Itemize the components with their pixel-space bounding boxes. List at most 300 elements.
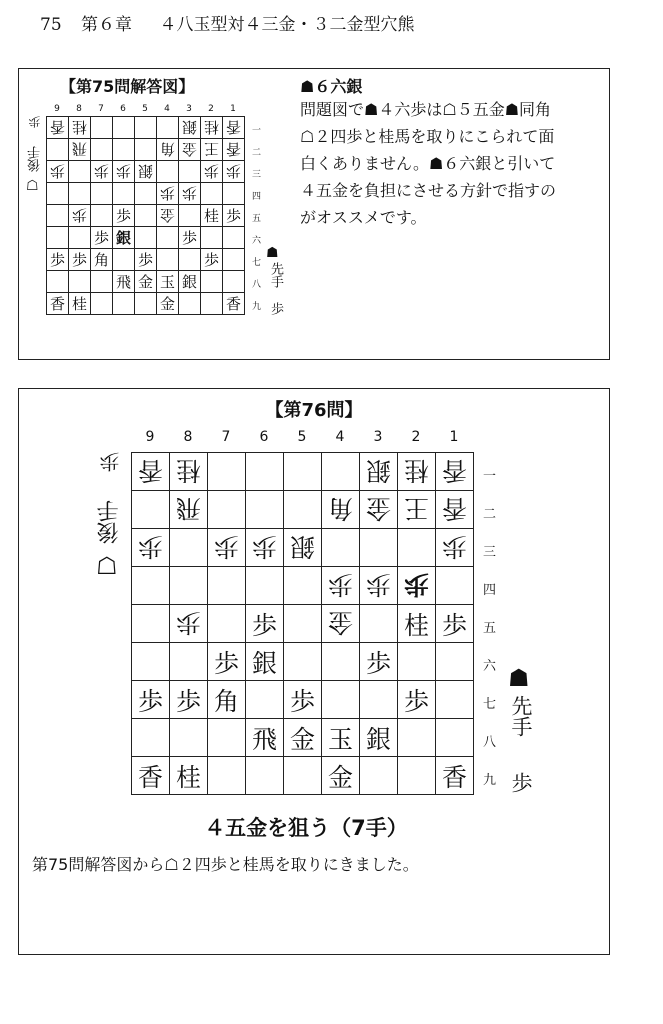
fig76-square[interactable] (360, 605, 398, 643)
fig75-square[interactable] (91, 293, 113, 315)
fig75-sente-piece: 歩 (203, 251, 219, 269)
fig75-gote-piece: 歩 (203, 162, 219, 180)
fig76-square[interactable] (132, 643, 170, 681)
fig76-board-row (132, 757, 474, 795)
fig76-gote-piece: 歩 (213, 531, 239, 561)
fig76-square[interactable] (436, 719, 474, 757)
fig76-square[interactable] (360, 529, 398, 567)
fig75-square[interactable] (135, 161, 157, 183)
fig75-square[interactable] (179, 183, 201, 205)
fig76-square[interactable] (398, 453, 436, 491)
fig75-square[interactable] (47, 293, 69, 315)
fig75-square[interactable] (223, 227, 245, 249)
row-label: 六 (252, 235, 262, 246)
fig75-square[interactable] (157, 161, 179, 183)
fig75-square[interactable] (91, 139, 113, 161)
fig75-square[interactable] (157, 139, 179, 161)
fig76-square[interactable] (284, 719, 322, 757)
fig75-sente-mark: ☗ (266, 245, 279, 261)
fig76-square[interactable] (436, 757, 474, 795)
fig76-square[interactable] (170, 491, 208, 529)
fig75-gote-piece: 香 (225, 140, 241, 158)
fig76-square[interactable] (132, 681, 170, 719)
fig75-square[interactable] (47, 205, 69, 227)
fig75-gote-piece: 角 (159, 140, 175, 158)
col-label: 9 (54, 104, 60, 114)
fig76-sente-piece: 歩 (403, 686, 429, 716)
fig76-square[interactable] (246, 719, 284, 757)
fig76-square[interactable] (322, 643, 360, 681)
fig75-square[interactable] (91, 249, 113, 271)
fig75-move-heading: ☗６六銀 (300, 77, 363, 96)
fig75-square[interactable] (135, 139, 157, 161)
fig75-gote-piece: 歩 (225, 162, 241, 180)
fig75-gote-piece: 銀 (137, 162, 153, 180)
fig76-sente-piece: 玉 (327, 724, 353, 754)
fig75-square[interactable] (201, 227, 223, 249)
fig75-square[interactable] (69, 161, 91, 183)
fig76-gote-piece: 金 (365, 493, 391, 523)
fig76-sente-piece: 角 (213, 686, 239, 716)
fig76-square[interactable] (322, 491, 360, 529)
fig75-square[interactable] (157, 249, 179, 271)
fig76-square[interactable] (208, 529, 246, 567)
fig75-gote-piece: 歩 (93, 162, 109, 180)
fig75-square[interactable] (113, 249, 135, 271)
fig76-board-row (132, 681, 474, 719)
fig75-gote-piece: 歩 (71, 206, 87, 224)
fig76-square[interactable] (322, 529, 360, 567)
row-label: 一 (252, 125, 262, 136)
fig75-square[interactable] (135, 271, 157, 293)
fig75-sente-piece: 歩 (181, 229, 197, 247)
fig76-gote-piece: 歩 (251, 531, 277, 561)
fig75-square[interactable] (201, 161, 223, 183)
fig75-square[interactable] (223, 293, 245, 315)
fig76-sente-piece: 歩 (137, 686, 163, 716)
fig76-board-row (132, 529, 474, 567)
fig76-gote-piece: 銀 (365, 455, 391, 485)
fig75-board-row (47, 117, 245, 139)
fig75-square[interactable] (157, 117, 179, 139)
fig76-gote-piece: 銀 (289, 531, 315, 561)
fig75-square[interactable] (113, 139, 135, 161)
fig75-square[interactable] (157, 271, 179, 293)
fig75-square[interactable] (223, 271, 245, 293)
col-label: 2 (411, 429, 421, 445)
fig76-square[interactable] (246, 757, 284, 795)
fig76-gote-piece: 桂 (175, 455, 201, 485)
fig75-board-row (47, 227, 245, 249)
fig75-sente-label: 先手 (268, 262, 283, 288)
fig75-square[interactable] (113, 161, 135, 183)
fig76-square[interactable] (436, 567, 474, 605)
fig76-board-row (132, 605, 474, 643)
fig76-text: 第75問解答図から☖２四歩と桂馬を取りにきました。 (32, 855, 419, 874)
row-label: 五 (483, 620, 497, 636)
fig75-sente-piece: 銀 (115, 229, 131, 247)
fig76-gote-piece: 角 (327, 493, 353, 523)
fig75-square[interactable] (47, 161, 69, 183)
fig75-gote-piece: 歩 (49, 162, 65, 180)
fig75-square[interactable] (223, 183, 245, 205)
fig76-square[interactable] (284, 605, 322, 643)
fig76-caption: ４五金を狙う（7手） (204, 816, 408, 840)
fig76-square[interactable] (132, 491, 170, 529)
fig75-square[interactable] (47, 249, 69, 271)
fig75-square[interactable] (69, 117, 91, 139)
row-label: 三 (252, 169, 262, 180)
fig76-gote-piece: 香 (137, 455, 163, 485)
fig75-explanation-line: 白くありません。☗６六銀と引いて (300, 154, 556, 173)
fig76-square[interactable] (436, 605, 474, 643)
fig75-square[interactable] (47, 139, 69, 161)
row-label: 三 (483, 544, 497, 560)
fig76-square[interactable] (208, 567, 246, 605)
fig76-sente-piece: 飛 (251, 724, 277, 754)
fig76-square[interactable] (170, 605, 208, 643)
fig76-square[interactable] (360, 567, 398, 605)
fig76-square[interactable] (398, 719, 436, 757)
row-label: 九 (252, 301, 262, 312)
fig75-explanation-line: 問題図で☗４六歩は☖５五金☗同角 (300, 100, 552, 119)
fig76-square[interactable] (360, 491, 398, 529)
fig75-square[interactable] (179, 205, 201, 227)
fig76-sente-label: 先手 (509, 695, 533, 737)
fig76-square[interactable] (132, 719, 170, 757)
fig75-square[interactable] (91, 161, 113, 183)
fig75-board-row (47, 293, 245, 315)
fig75-gote-piece: 歩 (181, 184, 197, 202)
fig75-square[interactable] (135, 183, 157, 205)
page-header (40, 10, 414, 35)
fig75-gote-piece: 香 (225, 118, 241, 136)
fig75-explanation-line: ☖２四歩と桂馬を取りにこられて面 (300, 127, 555, 146)
fig75-square[interactable] (157, 205, 179, 227)
col-label: 3 (186, 104, 192, 114)
fig75-explanation-line: ４五金を負担にさせる方針で指すの (300, 181, 557, 200)
fig75-gote-label: 後手 (28, 146, 43, 172)
fig76-sente-piece: 銀 (365, 724, 391, 754)
fig75-square[interactable] (69, 205, 91, 227)
fig75-gote-piece: 飛 (71, 140, 87, 158)
fig76-square[interactable] (132, 567, 170, 605)
fig76-sente-hand: 歩 (509, 772, 533, 793)
fig75-board-row (47, 249, 245, 271)
fig76-sente-piece: 金 (289, 724, 315, 754)
fig75-square[interactable] (69, 249, 91, 271)
fig75-sente-piece: 銀 (181, 273, 197, 291)
fig76-sente-piece: 歩 (441, 610, 467, 640)
fig75-square[interactable] (69, 139, 91, 161)
fig76-sente-piece: 歩 (251, 610, 277, 640)
fig76-square[interactable] (208, 453, 246, 491)
fig76-sente-piece: 歩 (289, 686, 315, 716)
fig76-gote-piece: 歩 (403, 569, 429, 599)
fig76-square[interactable] (284, 681, 322, 719)
fig75-explanation (300, 96, 600, 231)
fig76-square[interactable] (170, 757, 208, 795)
fig76-square[interactable] (208, 605, 246, 643)
row-label: 六 (483, 658, 497, 674)
fig76-square[interactable] (208, 491, 246, 529)
fig75-square[interactable] (47, 117, 69, 139)
fig75-square[interactable] (157, 293, 179, 315)
fig76-square[interactable] (398, 643, 436, 681)
fig75-square[interactable] (135, 205, 157, 227)
fig76-square[interactable] (246, 453, 284, 491)
fig75-square[interactable] (223, 205, 245, 227)
fig75-square[interactable] (223, 249, 245, 271)
fig76-sente-piece: 歩 (175, 686, 201, 716)
fig76-gote-mark: ☖ (96, 552, 118, 580)
page-number: 75 (40, 15, 62, 35)
fig76-square[interactable] (284, 491, 322, 529)
fig75-square[interactable] (91, 117, 113, 139)
fig75-board-row (47, 271, 245, 293)
fig75-square[interactable] (201, 293, 223, 315)
col-label: 3 (373, 429, 383, 445)
fig76-square[interactable] (208, 681, 246, 719)
fig75-square[interactable] (135, 227, 157, 249)
col-label: 1 (230, 104, 236, 114)
fig75-square[interactable] (201, 139, 223, 161)
col-label: 6 (120, 104, 126, 114)
fig76-square[interactable] (322, 757, 360, 795)
fig75-gote-piece: 桂 (203, 118, 219, 136)
fig75-square[interactable] (157, 183, 179, 205)
fig75-square[interactable] (113, 117, 135, 139)
fig75-square[interactable] (179, 249, 201, 271)
fig76-square[interactable] (322, 681, 360, 719)
fig75-square[interactable] (223, 139, 245, 161)
fig75-square[interactable] (113, 271, 135, 293)
row-label: 五 (252, 213, 262, 224)
col-label: 1 (449, 429, 459, 445)
fig76-square[interactable] (208, 757, 246, 795)
fig76-square[interactable] (246, 605, 284, 643)
fig75-square[interactable] (91, 271, 113, 293)
fig76-square[interactable] (246, 529, 284, 567)
fig75-square[interactable] (135, 249, 157, 271)
fig75-square[interactable] (69, 183, 91, 205)
fig76-square[interactable] (436, 681, 474, 719)
row-label: 八 (483, 734, 497, 750)
col-label: 4 (335, 429, 345, 445)
fig75-square[interactable] (113, 205, 135, 227)
fig75-gote-piece: 金 (181, 140, 197, 158)
fig76-sente-piece: 桂 (175, 762, 201, 792)
fig76-square[interactable] (360, 643, 398, 681)
fig76-square[interactable] (284, 757, 322, 795)
fig76-square[interactable] (208, 719, 246, 757)
fig75-gote-mark: ☖ (26, 178, 39, 194)
fig75-gote-piece: 歩 (159, 184, 175, 202)
col-label: 7 (221, 429, 231, 445)
row-label: 九 (483, 772, 497, 788)
fig75-square[interactable] (47, 271, 69, 293)
fig75-explanation-line: がオススメです。 (300, 208, 427, 227)
col-label: 6 (259, 429, 269, 445)
fig75-square[interactable] (113, 183, 135, 205)
fig76-gote-piece: 金 (327, 607, 353, 637)
fig76-square[interactable] (170, 643, 208, 681)
fig76-gote-piece: 香 (441, 493, 467, 523)
fig76-square[interactable] (398, 529, 436, 567)
fig76-gote-piece: 歩 (365, 569, 391, 599)
fig76-gote-piece: 飛 (175, 493, 201, 523)
fig75-gote-piece: 歩 (115, 162, 131, 180)
fig75-square[interactable] (47, 227, 69, 249)
fig75-square[interactable] (47, 183, 69, 205)
fig76-square[interactable] (360, 681, 398, 719)
fig75-square[interactable] (179, 117, 201, 139)
fig76-square[interactable] (170, 453, 208, 491)
col-label: 2 (208, 104, 214, 114)
fig75-gote-piece: 桂 (71, 118, 87, 136)
fig76-square[interactable] (284, 643, 322, 681)
fig76-square[interactable] (132, 529, 170, 567)
chapter-title: ４八玉型対４三金・３二金型穴熊 (159, 15, 415, 35)
fig76-square[interactable] (284, 453, 322, 491)
fig75-square[interactable] (69, 293, 91, 315)
fig75-square[interactable] (179, 293, 201, 315)
fig76-square[interactable] (436, 529, 474, 567)
chapter-label: 第６章 (81, 15, 133, 35)
fig76-sente-piece: 香 (441, 762, 467, 792)
fig75-gote-piece: 王 (203, 140, 219, 158)
fig75-sente-piece: 玉 (159, 273, 175, 291)
row-label: 七 (483, 696, 497, 712)
fig76-square[interactable] (322, 567, 360, 605)
fig76-sente-piece: 歩 (365, 648, 391, 678)
fig76-square[interactable] (246, 681, 284, 719)
fig75-square[interactable] (69, 227, 91, 249)
fig76-square[interactable] (170, 529, 208, 567)
fig76-square[interactable] (246, 491, 284, 529)
fig76-sente-piece: 桂 (403, 610, 429, 640)
fig76-square[interactable] (132, 453, 170, 491)
fig75-gote-piece: 金 (159, 206, 175, 224)
fig75-sente-piece: 香 (225, 295, 241, 313)
fig75-gote-hand: 歩 (28, 116, 42, 128)
fig76-square[interactable] (132, 605, 170, 643)
fig76-sente-piece: 金 (327, 762, 353, 792)
fig76-square[interactable] (284, 529, 322, 567)
fig75-square[interactable] (201, 205, 223, 227)
fig75-square[interactable] (223, 117, 245, 139)
fig75-gote-piece: 香 (49, 118, 65, 136)
row-label: 一 (483, 468, 497, 484)
col-label: 9 (145, 429, 155, 445)
fig75-gote-piece: 銀 (181, 118, 197, 136)
fig76-square[interactable] (170, 681, 208, 719)
fig75-square[interactable] (91, 227, 113, 249)
fig75-square[interactable] (157, 227, 179, 249)
fig75-board-row (47, 139, 245, 161)
fig76-title: 【第76問】 (265, 400, 363, 421)
fig75-title: 【第75問解答図】 (60, 77, 195, 96)
fig76-square[interactable] (436, 491, 474, 529)
fig76-square[interactable] (322, 453, 360, 491)
fig75-square[interactable] (201, 117, 223, 139)
fig76-board-row (132, 453, 474, 491)
fig76-gote-piece: 歩 (327, 569, 353, 599)
fig75-square[interactable] (201, 183, 223, 205)
fig75-board-row (47, 161, 245, 183)
fig75-square[interactable] (69, 271, 91, 293)
fig76-square[interactable] (360, 757, 398, 795)
fig75-square[interactable] (91, 205, 113, 227)
fig76-square[interactable] (208, 643, 246, 681)
fig76-square[interactable] (360, 453, 398, 491)
fig76-square[interactable] (360, 719, 398, 757)
fig75-sente-piece: 歩 (93, 229, 109, 247)
fig76-square[interactable] (436, 453, 474, 491)
fig75-square[interactable] (91, 183, 113, 205)
fig75-square[interactable] (179, 139, 201, 161)
fig76-square[interactable] (398, 605, 436, 643)
col-label: 4 (164, 104, 170, 114)
fig75-board-row (47, 183, 245, 205)
fig75-square[interactable] (113, 293, 135, 315)
fig75-sente-piece: 歩 (137, 251, 153, 269)
fig76-board-row (132, 491, 474, 529)
fig76-square[interactable] (398, 681, 436, 719)
fig75-square[interactable] (223, 161, 245, 183)
fig75-square[interactable] (201, 249, 223, 271)
fig76-square[interactable] (170, 567, 208, 605)
fig76-square[interactable] (246, 567, 284, 605)
fig76-gote-piece: 歩 (137, 531, 163, 561)
fig76-sente-piece: 香 (137, 762, 163, 792)
fig76-square[interactable] (322, 605, 360, 643)
col-label: 8 (76, 104, 82, 114)
fig75-sente-piece: 歩 (71, 251, 87, 269)
fig75-square[interactable] (179, 161, 201, 183)
fig76-square[interactable] (284, 567, 322, 605)
fig75-square[interactable] (179, 271, 201, 293)
fig75-sente-piece: 歩 (49, 251, 65, 269)
fig75-sente-piece: 金 (137, 273, 153, 291)
fig76-square[interactable] (398, 567, 436, 605)
fig75-sente-piece: 歩 (115, 207, 131, 225)
fig75-sente-piece: 香 (49, 295, 65, 313)
fig76-square[interactable] (246, 643, 284, 681)
row-label: 四 (252, 191, 262, 202)
fig76-board-row (132, 567, 474, 605)
fig76-square[interactable] (322, 719, 360, 757)
fig75-square[interactable] (113, 227, 135, 249)
fig75-square[interactable] (201, 271, 223, 293)
fig76-square[interactable] (170, 719, 208, 757)
fig75-square[interactable] (135, 293, 157, 315)
fig76-square[interactable] (398, 491, 436, 529)
fig75-board-row (47, 205, 245, 227)
fig75-square[interactable] (135, 117, 157, 139)
fig75-sente-piece: 桂 (71, 295, 87, 313)
fig76-square[interactable] (436, 643, 474, 681)
fig76-board-row (132, 719, 474, 757)
fig76-square[interactable] (398, 757, 436, 795)
fig75-sente-piece: 飛 (115, 273, 131, 291)
row-label: 二 (252, 147, 262, 158)
fig76-sente-piece: 歩 (213, 648, 239, 678)
fig76-gote-label: 後手 (97, 500, 122, 544)
fig75-square[interactable] (179, 227, 201, 249)
fig76-square[interactable] (132, 757, 170, 795)
row-label: 七 (252, 257, 262, 268)
